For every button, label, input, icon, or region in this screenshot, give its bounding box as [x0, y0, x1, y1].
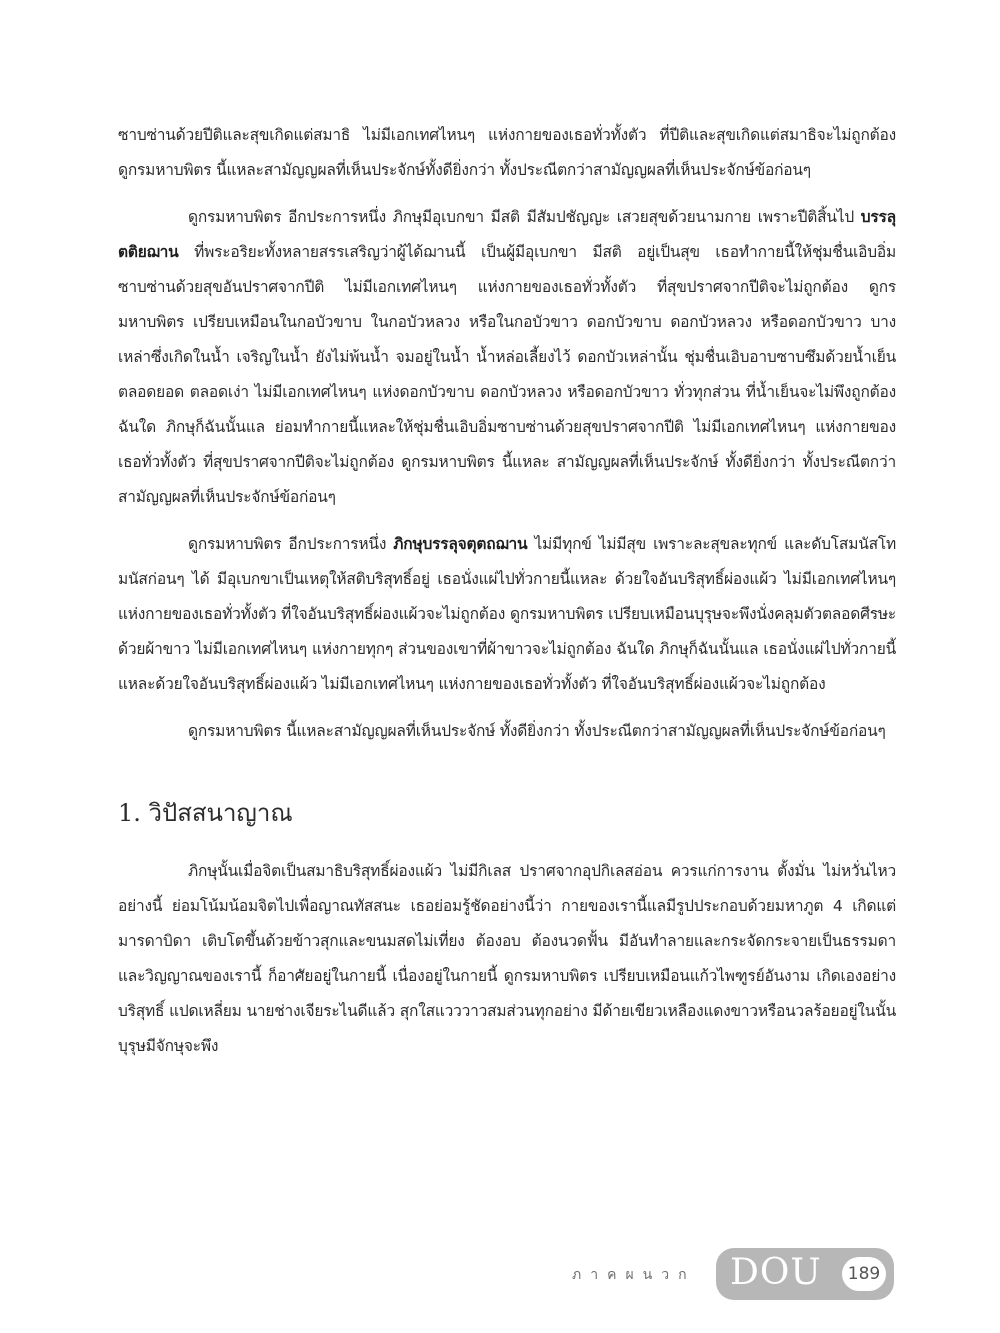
page-footer: [572, 1248, 894, 1300]
paragraph-vipassana: [118, 854, 896, 1064]
bold-term-fourth-jhana: ภิกษุบรรลุจตุตถฌาน: [393, 535, 528, 553]
page-body: [118, 118, 896, 1076]
bold-term-third-jhana: บรรลุตติยฌาน: [118, 208, 896, 261]
paragraph-continuation: [118, 118, 896, 188]
page-number: 189: [842, 1257, 886, 1291]
footer-section-label: ภาคผนวก: [572, 1267, 696, 1283]
dou-badge: [716, 1248, 894, 1300]
dou-logo-text: DOU: [730, 1252, 822, 1293]
paragraph-third-jhana: [118, 200, 896, 515]
paragraph-text: ดูกรมหาบพิตร อีกประการหนึ่ง: [188, 535, 394, 553]
paragraph-text: ดูกรมหาบพิตร อีกประการหนึ่ง ภิกษุมีอุเบกขา มีสติ มีสัมปชัญญะ เสวยสุขด้วยนามกาย เพราะปีติสิ้นไป: [188, 208, 861, 226]
paragraph-summary: [118, 714, 896, 749]
paragraph-text: ซาบซ่านด้วยปีติและสุขเกิดแต่สมาธิ ไม่มีเอกเทศไหนๆ แห่งกายของเธอทั่วทั้งตัว ที่ปีติและสุขเกิดแต่สมาธิจะไม่ถูกต้อง ดูกรมหาบพิตร นี้แหละสามัญญผลที่เห็นประจักษ์ทั้งดียิ่งกว่า ทั้งประณีตกว่าสามัญญผลที่เห็นประจักษ์ข้อก่อนๆ: [118, 126, 896, 179]
paragraph-fourth-jhana: [118, 527, 896, 702]
paragraph-text: ที่พระอริยะทั้งหลายสรรเสริญว่าผู้ได้ฌานนี้ เป็นผู้มีอุเบกขา มีสติ อยู่เป็นสุข เธอทำกายนี้ให้ชุ่มชื่นเอิบอิ่มซาบซ่านด้วยสุขอันปราศจากปีติ ไม่มีเอกเทศไหนๆ แห่งกายของเธอทั่วทั้งตัว ที่สุขปราศจากปีติจะไม่ถูกต้อง ดูกรมหาบพิตร เปรียบเหมือนในกอบัวขาบ ในกอบัวหลวง หรือในกอบัวขาว ดอกบัวขาบ ดอกบัวหลวง หรือดอกบัวขาว บางเหล่าซึ่งเกิดในน้ำ เจริญในน้ำ ยังไม่พ้นน้ำ จมอยู่ในน้ำ น้ำหล่อเลี้ยงไว้ ดอกบัวเหล่านั้น ชุ่มชื่นเอิบอาบซาบซึมด้วยน้ำเย็นตลอดยอด ตลอดเง่า ไม่มีเอกเทศไหนๆ แห่งดอกบัวขาบ ดอกบัวหลวง หรือดอกบัวขาว ทั่วทุกส่วน ที่น้ำเย็นจะไม่พึงถูกต้อง ฉันใด ภิกษุก็ฉันนั้นแล ย่อมทำกายนี้แหละให้ชุ่มชื่นเอิบอิ่มซาบซ่านด้วยสุขปราศจากปีติ ไม่มีเอกเทศไหนๆ แห่งกายของเธอทั่วทั้งตัว ที่สุขปราศจากปีติจะไม่ถูกต้อง ดูกรมหาบพิตร นี้แหละ สามัญญผลที่เห็นประจักษ์ ทั้งดียิ่งกว่า ทั้งประณีตกว่าสามัญญผลที่เห็นประจักษ์ข้อก่อนๆ: [118, 243, 896, 506]
paragraph-text: ดูกรมหาบพิตร นี้แหละสามัญญผลที่เห็นประจักษ์ ทั้งดียิ่งกว่า ทั้งประณีตกว่าสามัญญผลที่เห็นประจักษ์ข้อก่อนๆ: [188, 722, 886, 740]
paragraph-text: ไม่มีทุกข์ ไม่มีสุข เพราะละสุขละทุกข์ และดับโสมนัสโทมนัสก่อนๆ ได้ มีอุเบกขาเป็นเหตุให้สติบริสุทธิ์อยู่ เธอนั่งแผ่ไปทั่วกายนี้แหละ ด้วยใจอันบริสุทธิ์ผ่องแผ้ว ไม่มีเอกเทศไหนๆ แห่งกายของเธอทั่วทั้งตัว ที่ใจอันบริสุทธิ์ผ่องแผ้วจะไม่ถูกต้อง ดูกรมหาบพิตร เปรียบเหมือนบุรุษจะพึงนั่งคลุมตัวตลอดศีรษะด้วยผ้าขาว ไม่มีเอกเทศไหนๆ แห่งกายทุกๆ ส่วนของเขาที่ผ้าขาวจะไม่ถูกต้อง ฉันใด ภิกษุก็ฉันนั้นแล เธอนั่งแผ่ไปทั่วกายนี้แหละด้วยใจอันบริสุทธิ์ผ่องแผ้ว ไม่มีเอกเทศไหนๆ แห่งกายของเธอทั่วทั้งตัว ที่ใจอันบริสุทธิ์ผ่องแผ้วจะไม่ถูกต้อง: [118, 535, 897, 693]
paragraph-text: ภิกษุนั้นเมื่อจิตเป็นสมาธิบริสุทธิ์ผ่องแผ้ว ไม่มีกิเลส ปราศจากอุปกิเลสอ่อน ควรแก่การงาน ตั้งมั่น ไม่หวั่นไหวอย่างนี้ ย่อมโน้มน้อมจิตไปเพื่อญาณทัสสนะ เธอย่อมรู้ชัดอย่างนี้ว่า กายของเรานี้แลมีรูปประกอบด้วยมหาภูต 4 เกิดแต่มารดาบิดา เติบโตขึ้นด้วยข้าวสุกและขนมสดไม่เที่ยง ต้องอบ ต้องนวดฟั้น มีอันทำลายและกระจัดกระจายเป็นธรรมดาและวิญญาณของเรานี้ ก็อาศัยอยู่ในกายนี้ เนื่องอยู่ในกายนี้ ดูกรมหาบพิตร เปรียบเหมือนแก้วไพฑูรย์อันงาม เกิดเองอย่างบริสุทธิ์ แปดเหลี่ยม นายช่างเจียระไนดีแล้ว สุกใสแวววาวสมส่วนทุกอย่าง มีด้ายเขียวเหลืองแดงขาวหรือนวลร้อยอยู่ในนั้น บุรุษมีจักษุจะพึง: [118, 862, 896, 1055]
section-heading: 1. วิปัสสนาญาณ: [118, 799, 293, 827]
